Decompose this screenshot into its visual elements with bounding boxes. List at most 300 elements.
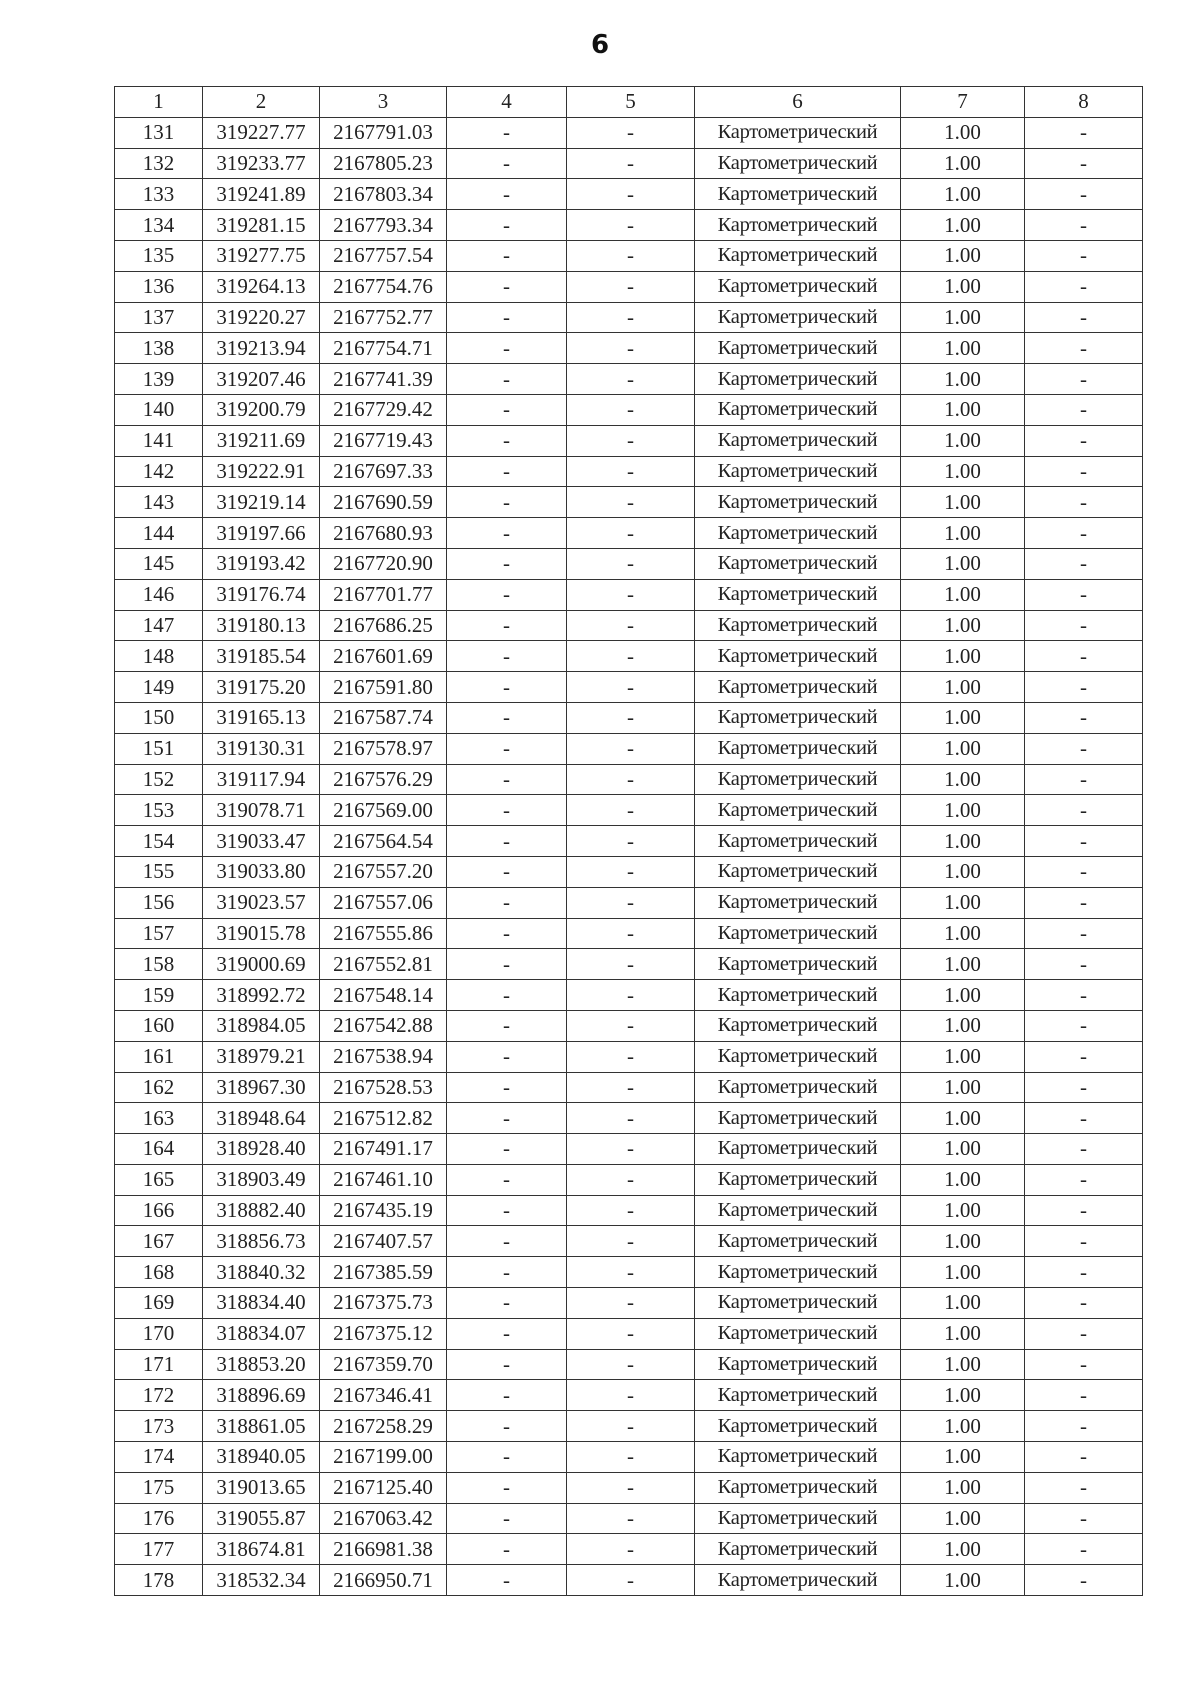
method-cell: Картометрический [695, 179, 901, 210]
x-coordinate-cell: 318979.21 [203, 1041, 320, 1072]
table-row [115, 548, 1143, 579]
table-row [115, 271, 1143, 302]
table-row [115, 887, 1143, 918]
method-cell: Картометрический [695, 1411, 901, 1442]
x-coordinate-cell: 319233.77 [203, 148, 320, 179]
x-coordinate-cell: 319211.69 [203, 425, 320, 456]
y-coordinate-cell: 2167752.77 [320, 302, 447, 333]
col8-cell: - [1025, 1164, 1143, 1195]
y-coordinate-cell: 2167697.33 [320, 456, 447, 487]
accuracy-cell: 1.00 [901, 1226, 1025, 1257]
col4-cell: - [447, 887, 567, 918]
table-row [115, 610, 1143, 641]
table-row [115, 1103, 1143, 1134]
x-coordinate-cell: 319227.77 [203, 117, 320, 148]
x-coordinate-cell: 318992.72 [203, 980, 320, 1011]
point-number-cell: 144 [115, 518, 203, 549]
method-cell: Картометрический [695, 887, 901, 918]
col5-cell: - [567, 1472, 695, 1503]
method-cell: Картометрический [695, 1318, 901, 1349]
y-coordinate-cell: 2167491.17 [320, 1134, 447, 1165]
y-coordinate-cell: 2167719.43 [320, 425, 447, 456]
point-number-cell: 135 [115, 240, 203, 271]
table-row [115, 1010, 1143, 1041]
y-coordinate-cell: 2167125.40 [320, 1472, 447, 1503]
col4-cell: - [447, 856, 567, 887]
col4-cell: - [447, 579, 567, 610]
table-row [115, 1288, 1143, 1319]
col4-cell: - [447, 1195, 567, 1226]
col5-cell: - [567, 1565, 695, 1596]
y-coordinate-cell: 2167435.19 [320, 1195, 447, 1226]
col8-cell: - [1025, 1380, 1143, 1411]
y-coordinate-cell: 2167680.93 [320, 518, 447, 549]
header-cell-7: 7 [901, 87, 1025, 118]
accuracy-cell: 1.00 [901, 394, 1025, 425]
method-cell: Картометрический [695, 518, 901, 549]
col4-cell: - [447, 240, 567, 271]
accuracy-cell: 1.00 [901, 1010, 1025, 1041]
col8-cell: - [1025, 980, 1143, 1011]
accuracy-cell: 1.00 [901, 826, 1025, 857]
y-coordinate-cell: 2167557.06 [320, 887, 447, 918]
y-coordinate-cell: 2167258.29 [320, 1411, 447, 1442]
table-row [115, 425, 1143, 456]
accuracy-cell: 1.00 [901, 148, 1025, 179]
point-number-cell: 175 [115, 1472, 203, 1503]
col8-cell: - [1025, 1288, 1143, 1319]
col8-cell: - [1025, 1041, 1143, 1072]
accuracy-cell: 1.00 [901, 179, 1025, 210]
y-coordinate-cell: 2167757.54 [320, 240, 447, 271]
col4-cell: - [447, 271, 567, 302]
accuracy-cell: 1.00 [901, 1103, 1025, 1134]
col8-cell: - [1025, 1534, 1143, 1565]
point-number-cell: 169 [115, 1288, 203, 1319]
table-row [115, 1442, 1143, 1473]
method-cell: Картометрический [695, 579, 901, 610]
y-coordinate-cell: 2167754.71 [320, 333, 447, 364]
accuracy-cell: 1.00 [901, 733, 1025, 764]
col5-cell: - [567, 1534, 695, 1565]
y-coordinate-cell: 2167791.03 [320, 117, 447, 148]
x-coordinate-cell: 319175.20 [203, 672, 320, 703]
table-row [115, 148, 1143, 179]
y-coordinate-cell: 2167555.86 [320, 918, 447, 949]
point-number-cell: 146 [115, 579, 203, 610]
col4-cell: - [447, 672, 567, 703]
table-row [115, 795, 1143, 826]
col5-cell: - [567, 1349, 695, 1380]
x-coordinate-cell: 319130.31 [203, 733, 320, 764]
y-coordinate-cell: 2167385.59 [320, 1257, 447, 1288]
col8-cell: - [1025, 333, 1143, 364]
table-row [115, 702, 1143, 733]
col8-cell: - [1025, 179, 1143, 210]
y-coordinate-cell: 2167461.10 [320, 1164, 447, 1195]
col5-cell: - [567, 1257, 695, 1288]
point-number-cell: 161 [115, 1041, 203, 1072]
method-cell: Картометрический [695, 148, 901, 179]
y-coordinate-cell: 2167063.42 [320, 1503, 447, 1534]
y-coordinate-cell: 2167805.23 [320, 148, 447, 179]
y-coordinate-cell: 2167569.00 [320, 795, 447, 826]
col8-cell: - [1025, 240, 1143, 271]
col4-cell: - [447, 1164, 567, 1195]
table-row [115, 518, 1143, 549]
method-cell: Картометрический [695, 856, 901, 887]
method-cell: Картометрический [695, 641, 901, 672]
x-coordinate-cell: 319193.42 [203, 548, 320, 579]
col8-cell: - [1025, 1565, 1143, 1596]
col8-cell: - [1025, 1257, 1143, 1288]
col4-cell: - [447, 1411, 567, 1442]
x-coordinate-cell: 319165.13 [203, 702, 320, 733]
col4-cell: - [447, 148, 567, 179]
method-cell: Картометрический [695, 764, 901, 795]
col8-cell: - [1025, 1349, 1143, 1380]
y-coordinate-cell: 2167407.57 [320, 1226, 447, 1257]
header-cell-6: 6 [695, 87, 901, 118]
y-coordinate-cell: 2167591.80 [320, 672, 447, 703]
method-cell: Картометрический [695, 672, 901, 703]
table-row [115, 672, 1143, 703]
col8-cell: - [1025, 918, 1143, 949]
accuracy-cell: 1.00 [901, 1442, 1025, 1473]
point-number-cell: 149 [115, 672, 203, 703]
col8-cell: - [1025, 210, 1143, 241]
col4-cell: - [447, 1503, 567, 1534]
method-cell: Картометрический [695, 1072, 901, 1103]
accuracy-cell: 1.00 [901, 302, 1025, 333]
table-body [115, 117, 1143, 1595]
accuracy-cell: 1.00 [901, 333, 1025, 364]
col4-cell: - [447, 1565, 567, 1596]
table-row [115, 1472, 1143, 1503]
accuracy-cell: 1.00 [901, 672, 1025, 703]
method-cell: Картометрический [695, 1503, 901, 1534]
x-coordinate-cell: 319185.54 [203, 641, 320, 672]
point-number-cell: 136 [115, 271, 203, 302]
accuracy-cell: 1.00 [901, 1072, 1025, 1103]
col5-cell: - [567, 271, 695, 302]
x-coordinate-cell: 319220.27 [203, 302, 320, 333]
x-coordinate-cell: 319277.75 [203, 240, 320, 271]
accuracy-cell: 1.00 [901, 795, 1025, 826]
accuracy-cell: 1.00 [901, 1349, 1025, 1380]
method-cell: Картометрический [695, 1103, 901, 1134]
table-row [115, 918, 1143, 949]
col8-cell: - [1025, 487, 1143, 518]
table-row [115, 1072, 1143, 1103]
col8-cell: - [1025, 1195, 1143, 1226]
table-row [115, 826, 1143, 857]
col4-cell: - [447, 918, 567, 949]
col4-cell: - [447, 1288, 567, 1319]
col8-cell: - [1025, 302, 1143, 333]
y-coordinate-cell: 2167754.76 [320, 271, 447, 302]
x-coordinate-cell: 318882.40 [203, 1195, 320, 1226]
point-number-cell: 154 [115, 826, 203, 857]
method-cell: Картометрический [695, 949, 901, 980]
method-cell: Картометрический [695, 1257, 901, 1288]
col5-cell: - [567, 1411, 695, 1442]
point-number-cell: 174 [115, 1442, 203, 1473]
col5-cell: - [567, 1041, 695, 1072]
header-cell-8: 8 [1025, 87, 1143, 118]
y-coordinate-cell: 2167359.70 [320, 1349, 447, 1380]
col5-cell: - [567, 826, 695, 857]
x-coordinate-cell: 319055.87 [203, 1503, 320, 1534]
method-cell: Картометрический [695, 1288, 901, 1319]
table-row [115, 210, 1143, 241]
col5-cell: - [567, 548, 695, 579]
col8-cell: - [1025, 1103, 1143, 1134]
table-row [115, 1257, 1143, 1288]
y-coordinate-cell: 2167803.34 [320, 179, 447, 210]
table-row [115, 1349, 1143, 1380]
col4-cell: - [447, 425, 567, 456]
method-cell: Картометрический [695, 210, 901, 241]
col4-cell: - [447, 1041, 567, 1072]
col8-cell: - [1025, 826, 1143, 857]
table-row [115, 394, 1143, 425]
y-coordinate-cell: 2167576.29 [320, 764, 447, 795]
x-coordinate-cell: 319117.94 [203, 764, 320, 795]
x-coordinate-cell: 319033.80 [203, 856, 320, 887]
table-row [115, 1164, 1143, 1195]
table-row [115, 641, 1143, 672]
y-coordinate-cell: 2167587.74 [320, 702, 447, 733]
point-number-cell: 166 [115, 1195, 203, 1226]
col5-cell: - [567, 302, 695, 333]
point-number-cell: 151 [115, 733, 203, 764]
header-cell-2: 2 [203, 87, 320, 118]
method-cell: Картометрический [695, 456, 901, 487]
header-cell-5: 5 [567, 87, 695, 118]
x-coordinate-cell: 318896.69 [203, 1380, 320, 1411]
point-number-cell: 139 [115, 364, 203, 395]
col4-cell: - [447, 548, 567, 579]
accuracy-cell: 1.00 [901, 1472, 1025, 1503]
method-cell: Картометрический [695, 1010, 901, 1041]
point-number-cell: 152 [115, 764, 203, 795]
x-coordinate-cell: 318861.05 [203, 1411, 320, 1442]
header-cell-4: 4 [447, 87, 567, 118]
method-cell: Картометрический [695, 980, 901, 1011]
col4-cell: - [447, 1134, 567, 1165]
x-coordinate-cell: 318674.81 [203, 1534, 320, 1565]
accuracy-cell: 1.00 [901, 425, 1025, 456]
table-row [115, 1134, 1143, 1165]
col4-cell: - [447, 487, 567, 518]
accuracy-cell: 1.00 [901, 1534, 1025, 1565]
col5-cell: - [567, 795, 695, 826]
y-coordinate-cell: 2167690.59 [320, 487, 447, 518]
col5-cell: - [567, 949, 695, 980]
point-number-cell: 177 [115, 1534, 203, 1565]
y-coordinate-cell: 2167528.53 [320, 1072, 447, 1103]
header-row [115, 87, 1143, 118]
point-number-cell: 164 [115, 1134, 203, 1165]
col5-cell: - [567, 702, 695, 733]
table-row [115, 1565, 1143, 1596]
method-cell: Картометрический [695, 1442, 901, 1473]
accuracy-cell: 1.00 [901, 518, 1025, 549]
x-coordinate-cell: 318834.07 [203, 1318, 320, 1349]
table-row [115, 364, 1143, 395]
accuracy-cell: 1.00 [901, 1134, 1025, 1165]
accuracy-cell: 1.00 [901, 364, 1025, 395]
accuracy-cell: 1.00 [901, 1380, 1025, 1411]
col5-cell: - [567, 394, 695, 425]
y-coordinate-cell: 2167375.73 [320, 1288, 447, 1319]
accuracy-cell: 1.00 [901, 764, 1025, 795]
col8-cell: - [1025, 117, 1143, 148]
col8-cell: - [1025, 949, 1143, 980]
col4-cell: - [447, 702, 567, 733]
accuracy-cell: 1.00 [901, 548, 1025, 579]
col4-cell: - [447, 518, 567, 549]
col5-cell: - [567, 1103, 695, 1134]
x-coordinate-cell: 319023.57 [203, 887, 320, 918]
point-number-cell: 167 [115, 1226, 203, 1257]
col4-cell: - [447, 795, 567, 826]
col5-cell: - [567, 1318, 695, 1349]
col8-cell: - [1025, 1411, 1143, 1442]
method-cell: Картометрический [695, 1164, 901, 1195]
accuracy-cell: 1.00 [901, 980, 1025, 1011]
point-number-cell: 148 [115, 641, 203, 672]
method-cell: Картометрический [695, 240, 901, 271]
point-number-cell: 172 [115, 1380, 203, 1411]
col5-cell: - [567, 887, 695, 918]
method-cell: Картометрический [695, 487, 901, 518]
col8-cell: - [1025, 672, 1143, 703]
method-cell: Картометрический [695, 394, 901, 425]
col5-cell: - [567, 1226, 695, 1257]
y-coordinate-cell: 2167557.20 [320, 856, 447, 887]
accuracy-cell: 1.00 [901, 949, 1025, 980]
table-row [115, 1503, 1143, 1534]
col5-cell: - [567, 856, 695, 887]
point-number-cell: 133 [115, 179, 203, 210]
col8-cell: - [1025, 610, 1143, 641]
method-cell: Картометрический [695, 795, 901, 826]
accuracy-cell: 1.00 [901, 1164, 1025, 1195]
col4-cell: - [447, 1442, 567, 1473]
table-row [115, 579, 1143, 610]
method-cell: Картометрический [695, 1472, 901, 1503]
col5-cell: - [567, 980, 695, 1011]
col8-cell: - [1025, 795, 1143, 826]
point-number-cell: 173 [115, 1411, 203, 1442]
x-coordinate-cell: 319264.13 [203, 271, 320, 302]
method-cell: Картометрический [695, 1041, 901, 1072]
col5-cell: - [567, 1288, 695, 1319]
y-coordinate-cell: 2167686.25 [320, 610, 447, 641]
col4-cell: - [447, 179, 567, 210]
col8-cell: - [1025, 1072, 1143, 1103]
accuracy-cell: 1.00 [901, 117, 1025, 148]
point-number-cell: 156 [115, 887, 203, 918]
x-coordinate-cell: 319222.91 [203, 456, 320, 487]
x-coordinate-cell: 319213.94 [203, 333, 320, 364]
point-number-cell: 142 [115, 456, 203, 487]
x-coordinate-cell: 318967.30 [203, 1072, 320, 1103]
method-cell: Картометрический [695, 1195, 901, 1226]
col4-cell: - [447, 456, 567, 487]
col4-cell: - [447, 210, 567, 241]
accuracy-cell: 1.00 [901, 1041, 1025, 1072]
point-number-cell: 134 [115, 210, 203, 241]
x-coordinate-cell: 318948.64 [203, 1103, 320, 1134]
method-cell: Картометрический [695, 733, 901, 764]
method-cell: Картометрический [695, 826, 901, 857]
table-row [115, 1318, 1143, 1349]
col8-cell: - [1025, 456, 1143, 487]
col4-cell: - [447, 1349, 567, 1380]
col4-cell: - [447, 302, 567, 333]
col5-cell: - [567, 333, 695, 364]
accuracy-cell: 1.00 [901, 271, 1025, 302]
col4-cell: - [447, 1472, 567, 1503]
method-cell: Картометрический [695, 1226, 901, 1257]
col4-cell: - [447, 1534, 567, 1565]
accuracy-cell: 1.00 [901, 240, 1025, 271]
table-row [115, 1226, 1143, 1257]
y-coordinate-cell: 2167538.94 [320, 1041, 447, 1072]
x-coordinate-cell: 319180.13 [203, 610, 320, 641]
y-coordinate-cell: 2166950.71 [320, 1565, 447, 1596]
accuracy-cell: 1.00 [901, 456, 1025, 487]
col5-cell: - [567, 1134, 695, 1165]
x-coordinate-cell: 318984.05 [203, 1010, 320, 1041]
col5-cell: - [567, 1195, 695, 1226]
x-coordinate-cell: 318940.05 [203, 1442, 320, 1473]
coordinates-table [114, 86, 1143, 1596]
x-coordinate-cell: 319241.89 [203, 179, 320, 210]
col4-cell: - [447, 394, 567, 425]
col8-cell: - [1025, 579, 1143, 610]
table-row [115, 302, 1143, 333]
accuracy-cell: 1.00 [901, 210, 1025, 241]
x-coordinate-cell: 319013.65 [203, 1472, 320, 1503]
y-coordinate-cell: 2167512.82 [320, 1103, 447, 1134]
col5-cell: - [567, 210, 695, 241]
y-coordinate-cell: 2167346.41 [320, 1380, 447, 1411]
point-number-cell: 163 [115, 1103, 203, 1134]
col5-cell: - [567, 1010, 695, 1041]
table-row [115, 1195, 1143, 1226]
table-row [115, 117, 1143, 148]
col4-cell: - [447, 1380, 567, 1411]
col4-cell: - [447, 1072, 567, 1103]
y-coordinate-cell: 2167720.90 [320, 548, 447, 579]
point-number-cell: 171 [115, 1349, 203, 1380]
point-number-cell: 176 [115, 1503, 203, 1534]
x-coordinate-cell: 319197.66 [203, 518, 320, 549]
method-cell: Картометрический [695, 702, 901, 733]
col5-cell: - [567, 518, 695, 549]
point-number-cell: 162 [115, 1072, 203, 1103]
y-coordinate-cell: 2166981.38 [320, 1534, 447, 1565]
col8-cell: - [1025, 548, 1143, 579]
point-number-cell: 138 [115, 333, 203, 364]
accuracy-cell: 1.00 [901, 487, 1025, 518]
point-number-cell: 157 [115, 918, 203, 949]
y-coordinate-cell: 2167552.81 [320, 949, 447, 980]
